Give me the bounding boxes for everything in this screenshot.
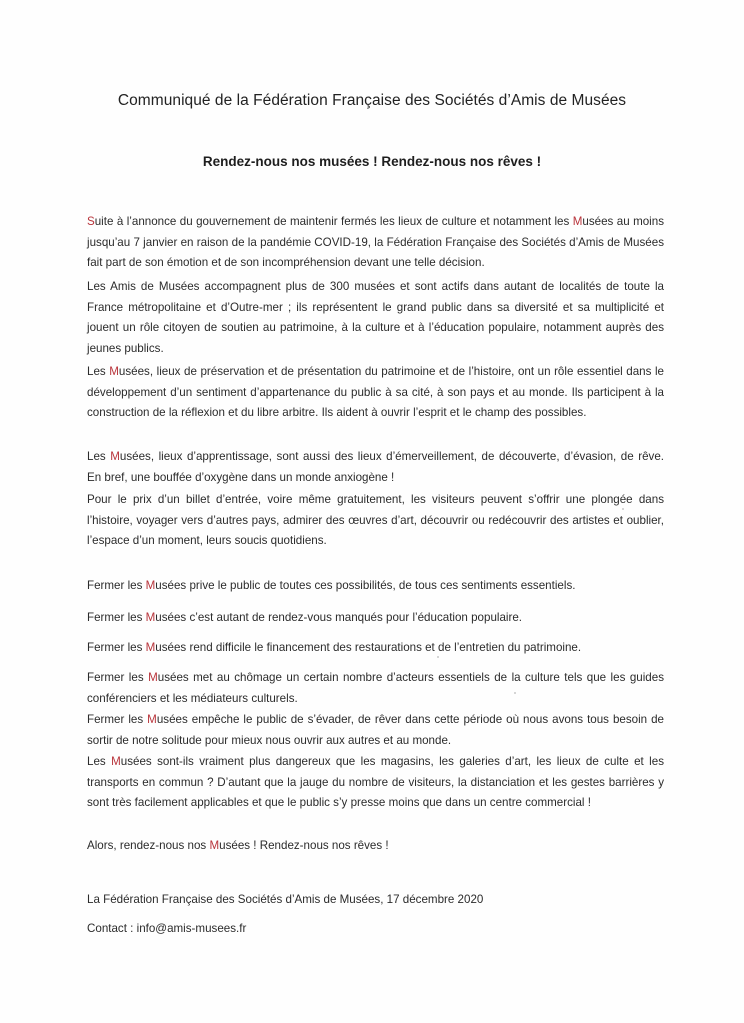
scan-speck [622, 508, 624, 510]
paragraph-conclusion: Alors, rendez-nous nos Musées ! Rendez-nous nos rêves ! [87, 839, 389, 852]
paragraph-role-des-musees: Les Musées, lieux de préservation et de présentation du patrimoine et de l’histoire, ont un rôle essentiel dans le développement d’un sentiment d’appartenance du public à sa cité, à son pays et au monde. Ils participent à la construction de la réflexion et du libre arbitre. Ils aident à ouvrir l’esprit et le champ des possibles. [87, 365, 664, 419]
accent-letter: M [147, 713, 157, 726]
accent-letter: M [148, 671, 158, 684]
accent-letter: M [572, 215, 583, 228]
paragraph-dangereux: Les Musées sont-ils vraiment plus dangereux que les magasins, les galeries d’art, les lieux de culte et les transports en commun ? D’autant que la jauge du nombre de visiteurs, la distanciation et les gestes barrières y sont très facilement applicables et que le public s’y presse moins que dans un centre commercial ! [87, 755, 664, 809]
accent-letter: M [145, 579, 156, 592]
accent-letter: M [209, 839, 220, 852]
scan-speck [437, 656, 439, 658]
paragraph-fermer-2: Fermer les Musées c’est autant de rendez-vous manqués pour l’éducation populaire. [87, 611, 523, 624]
document-title: Communiqué de la Fédération Française des Sociétés d’Amis de Musées [117, 92, 627, 109]
paragraph-announcement: Suite à l’annonce du gouvernement de maintenir fermés les lieux de culture et notamment les Musées au moins jusqu’au 7 janvier en raison de la pandémie COVID-19, la Fédération Française des Sociétés d’Amis de Musées fait part de son émotion et de son incompréhension devant une telle décision. [87, 215, 664, 269]
contact-line: Contact : info@amis-musees.fr [87, 922, 247, 935]
scan-speck [514, 692, 516, 694]
accent-letter: S [87, 215, 95, 228]
accent-letter: M [145, 611, 156, 624]
paragraph-apprentissage: Les Musées, lieux d’apprentissage, sont aussi des lieux d’émerveillement, de découverte, d’évasion, de rêve. En bref, une bouffée d’oxygène dans un monde anxiogène ! [87, 450, 664, 484]
accent-letter: M [110, 450, 120, 463]
signature: La Fédération Française des Sociétés d’Amis de Musées, 17 décembre 2020 [87, 893, 484, 906]
paragraph-fermer-5: Fermer les Musées empêche le public de s’évader, de rêver dans cette période où nous avons tous besoin de sortir de notre solitude pour mieux nous ouvrir aux autres et au monde. [87, 713, 665, 747]
accent-letter: M [145, 641, 156, 654]
paragraph-amis-de-musees: Les Amis de Musées accompagnent plus de 300 musées et sont actifs dans autant de localités de toute la France métropolitaine et d’Outre-mer ; ils représentent le grand public dans sa diversité et sa multiplicité et jouent un rôle citoyen de soutien au patrimoine, à la culture et à l’éducation populaire, notamment auprès des jeunes publics. [87, 280, 664, 355]
accent-letter: M [109, 365, 119, 378]
paragraph-fermer-3: Fermer les Musées rend difficile le financement des restaurations et de l’entretien du patrimoine. [87, 641, 582, 654]
paragraph-fermer-4: Fermer les Musées met au chômage un certain nombre d’acteurs essentiels de la culture tels que les guides conférenciers et les médiateurs culturels. [87, 671, 664, 705]
paragraph-billet-entree: Pour le prix d’un billet d’entrée, voire même gratuitement, les visiteurs peuvent s’offrir une plongée dans l’histoire, voyager vers d’autres pays, admirer des œuvres d’art, découvrir ou redécouvrir des artistes et oublier, l’espace d’un moment, leurs soucis quotidiens. [87, 493, 664, 547]
document-subtitle: Rendez-nous nos musées ! Rendez-nous nos rêves ! [202, 154, 542, 169]
paragraph-fermer-1: Fermer les Musées prive le public de toutes ces possibilités, de tous ces sentiments essentiels. [87, 579, 576, 592]
accent-letter: M [111, 755, 121, 768]
